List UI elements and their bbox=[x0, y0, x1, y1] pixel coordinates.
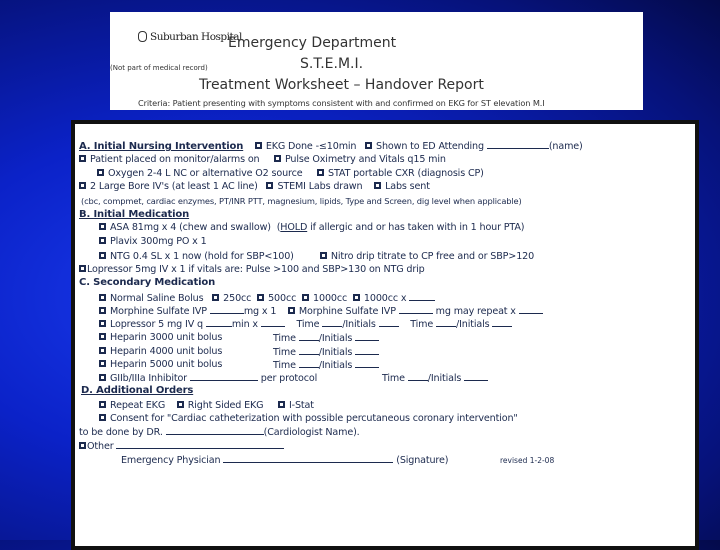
form-title: S.T.E.M.I. bbox=[300, 56, 364, 72]
item-label: Lopressor 5mg IV x 1 if vitals are: Pulse >100 and SBP>130 on NTG drip bbox=[87, 264, 425, 275]
row-c-heading bbox=[79, 277, 215, 288]
blank-field[interactable] bbox=[464, 372, 488, 381]
checkbox[interactable] bbox=[79, 265, 86, 272]
checkbox[interactable] bbox=[374, 182, 381, 189]
blank-field[interactable] bbox=[190, 372, 258, 381]
c6-time bbox=[273, 346, 379, 358]
checkbox[interactable] bbox=[99, 333, 106, 340]
record-note: (Not part of medical record) bbox=[110, 64, 208, 72]
item-label: Labs sent bbox=[385, 181, 430, 192]
blank-field[interactable] bbox=[519, 305, 543, 314]
item-label: STEMI Labs drawn bbox=[277, 181, 363, 192]
blank-field[interactable] bbox=[492, 318, 512, 327]
item-label: I-Stat bbox=[288, 400, 314, 411]
checkbox[interactable] bbox=[302, 294, 309, 301]
item-label: mg x 1 bbox=[243, 306, 277, 317]
row-c1 bbox=[99, 292, 435, 304]
row-a1 bbox=[79, 140, 583, 152]
item-label: 1000cc bbox=[313, 293, 348, 304]
signature-field[interactable] bbox=[223, 454, 393, 463]
blank-field[interactable] bbox=[206, 318, 232, 327]
row-c6 bbox=[99, 346, 222, 357]
row-c4 bbox=[99, 318, 512, 330]
row-a4 bbox=[79, 181, 430, 192]
hold-label: HOLD bbox=[280, 222, 308, 233]
c8-time bbox=[382, 372, 488, 384]
checkbox[interactable] bbox=[288, 307, 295, 314]
item-label: Other bbox=[87, 441, 114, 452]
section-c-heading: C. Secondary Medication bbox=[79, 277, 216, 288]
row-b-heading bbox=[79, 209, 189, 220]
criteria-text: Criteria: Patient presenting with symptoms consistent with and confirmed on EKG for ST elevation M.I bbox=[138, 98, 545, 108]
row-b1 bbox=[99, 222, 524, 233]
checkbox[interactable] bbox=[99, 360, 106, 367]
row-a3 bbox=[97, 168, 484, 179]
checkbox[interactable] bbox=[99, 294, 106, 301]
blank-field[interactable] bbox=[355, 359, 379, 368]
item-label: per protocol bbox=[260, 373, 318, 384]
item-label: Oxygen 2-4 L NC or alternative O2 source bbox=[108, 168, 303, 179]
section-a-heading: A. Initial Nursing Intervention bbox=[79, 141, 244, 152]
item-label: 1000cc x bbox=[363, 293, 407, 304]
blank-field[interactable] bbox=[487, 140, 549, 149]
item-label: Patient placed on monitor/alarms on bbox=[90, 154, 260, 165]
checkbox[interactable] bbox=[79, 442, 86, 449]
hospital-logo-icon bbox=[138, 31, 147, 42]
section-b-heading: B. Initial Medication bbox=[79, 209, 190, 220]
checkbox[interactable] bbox=[79, 182, 86, 189]
item-label: /Initials bbox=[318, 333, 353, 344]
item-label: Time bbox=[296, 319, 320, 330]
row-b5 bbox=[79, 264, 425, 275]
item-label: /Initials bbox=[342, 319, 376, 330]
item-label: (Cardiologist Name). bbox=[263, 427, 360, 438]
blank-field[interactable] bbox=[436, 318, 456, 327]
blank-field[interactable] bbox=[379, 318, 399, 327]
checkbox[interactable] bbox=[212, 294, 219, 301]
checkbox[interactable] bbox=[278, 401, 285, 408]
item-label: Emergency Physician bbox=[121, 455, 221, 466]
item-label: mg may repeat x bbox=[435, 306, 516, 317]
row-c5 bbox=[99, 332, 222, 343]
checkbox[interactable] bbox=[353, 294, 360, 301]
item-label: Heparin 3000 unit bolus bbox=[110, 332, 223, 343]
item-label: EKG Done -≤10min bbox=[265, 141, 357, 152]
blank-field[interactable] bbox=[210, 305, 244, 314]
item-label: to be done by DR. bbox=[79, 427, 163, 438]
row-b3 bbox=[99, 251, 534, 262]
checkbox[interactable] bbox=[99, 320, 106, 327]
item-label: ( bbox=[276, 222, 281, 233]
item-label: Consent for "Cardiac catheterization with possible percutaneous coronary intervention" bbox=[110, 413, 518, 424]
header-panel bbox=[110, 12, 643, 110]
checkbox[interactable] bbox=[255, 142, 262, 149]
row-c7 bbox=[99, 359, 222, 370]
checkbox[interactable] bbox=[99, 374, 106, 381]
item-label: Repeat EKG bbox=[110, 400, 166, 411]
row-d4 bbox=[99, 413, 518, 424]
cardiologist-name-field[interactable] bbox=[166, 426, 264, 435]
checkbox[interactable] bbox=[257, 294, 264, 301]
c7-time bbox=[273, 359, 379, 371]
checkbox[interactable] bbox=[99, 252, 106, 259]
checkbox[interactable] bbox=[365, 142, 372, 149]
checkbox[interactable] bbox=[266, 182, 273, 189]
item-label: /Initials bbox=[318, 347, 353, 358]
item-label: Nitro drip titrate to CP free and or SBP>120 bbox=[330, 251, 535, 262]
item-label: Time bbox=[273, 347, 296, 358]
checkbox[interactable] bbox=[99, 237, 106, 244]
item-label: Right Sided EKG bbox=[187, 400, 264, 411]
item-label: Morphine Sulfate IVP bbox=[298, 306, 396, 317]
blank-field[interactable] bbox=[399, 305, 433, 314]
item-label: Time bbox=[410, 319, 434, 330]
item-label: Lopressor 5 mg IV q bbox=[110, 319, 203, 330]
row-b2 bbox=[99, 236, 207, 247]
row-d-heading bbox=[81, 385, 193, 396]
item-label: Normal Saline Bolus bbox=[110, 293, 204, 304]
blank-field[interactable] bbox=[299, 332, 319, 341]
checkbox[interactable] bbox=[99, 307, 106, 314]
item-label: Heparin 5000 unit bolus bbox=[110, 359, 223, 370]
checkbox[interactable] bbox=[99, 401, 106, 408]
item-label: (Signature) bbox=[396, 455, 449, 466]
item-label: Plavix 300mg PO x 1 bbox=[110, 236, 207, 247]
item-label: min x bbox=[231, 319, 258, 330]
item-label: Time bbox=[273, 360, 296, 371]
item-label: NTG 0.4 SL x 1 now (hold for SBP<100) bbox=[110, 251, 294, 262]
item-label: Morphine Sulfate IVP bbox=[110, 306, 207, 317]
checkbox[interactable] bbox=[79, 155, 86, 162]
item-label: /Initials bbox=[427, 373, 462, 384]
item-label: if allergic and or has taken with in 1 hour PTA) bbox=[307, 222, 525, 233]
checkbox[interactable] bbox=[177, 401, 184, 408]
blank-field[interactable] bbox=[409, 292, 435, 301]
blank-field[interactable] bbox=[299, 359, 319, 368]
row-signature bbox=[121, 454, 448, 466]
item-label: Shown to ED Attending bbox=[376, 141, 484, 152]
item-label: ASA 81mg x 4 (chew and swallow) bbox=[110, 222, 271, 233]
item-label: 250cc bbox=[223, 293, 252, 304]
item-label: GIIb/IIIa Inhibitor bbox=[110, 373, 187, 384]
item-label: STAT portable CXR (diagnosis CP) bbox=[328, 168, 484, 179]
worksheet-panel bbox=[71, 120, 699, 550]
checkbox[interactable] bbox=[274, 155, 281, 162]
row-d6 bbox=[79, 440, 284, 452]
checkbox[interactable] bbox=[317, 169, 324, 176]
row-d5 bbox=[79, 426, 360, 438]
item-label: Time bbox=[273, 333, 296, 344]
item-label: /Initials bbox=[456, 319, 490, 330]
blank-field[interactable] bbox=[322, 318, 342, 327]
row-a2 bbox=[79, 154, 446, 165]
department-title: Emergency Department bbox=[228, 35, 397, 51]
labs-list: (cbc, compmet, cardiac enzymes, PT/INR PTT, magnesium, lipids, Type and Screen, dig level when applicable) bbox=[81, 196, 522, 206]
item-label: /Initials bbox=[318, 360, 353, 371]
item-label: Heparin 4000 unit bolus bbox=[110, 346, 223, 357]
checkbox[interactable] bbox=[99, 223, 106, 230]
hospital-logo bbox=[138, 31, 242, 43]
revision-date: revised 1-2-08 bbox=[500, 456, 555, 465]
checkbox[interactable] bbox=[99, 347, 106, 354]
blank-field[interactable] bbox=[299, 346, 319, 355]
blank-field[interactable] bbox=[408, 372, 428, 381]
checkbox[interactable] bbox=[99, 414, 106, 421]
blank-field[interactable] bbox=[355, 346, 379, 355]
row-d1 bbox=[99, 400, 314, 411]
other-field[interactable] bbox=[116, 440, 284, 449]
section-d-heading: D. Additional Orders bbox=[81, 385, 194, 396]
blank-field[interactable] bbox=[261, 318, 285, 327]
item-label: 500cc bbox=[268, 293, 297, 304]
item-label: 2 Large Bore IV's (at least 1 AC line) bbox=[90, 181, 258, 192]
item-label: (name) bbox=[548, 141, 583, 152]
row-c2 bbox=[99, 305, 543, 317]
checkbox[interactable] bbox=[97, 169, 104, 176]
checkbox[interactable] bbox=[320, 252, 327, 259]
blank-field[interactable] bbox=[355, 332, 379, 341]
form-subtitle: Treatment Worksheet – Handover Report bbox=[199, 77, 484, 93]
item-label: Pulse Oximetry and Vitals q15 min bbox=[284, 154, 446, 165]
item-label: Time bbox=[382, 373, 405, 384]
c5-time bbox=[273, 332, 379, 344]
row-c8 bbox=[99, 372, 317, 384]
logo-text: Suburban Hospital bbox=[150, 31, 242, 43]
